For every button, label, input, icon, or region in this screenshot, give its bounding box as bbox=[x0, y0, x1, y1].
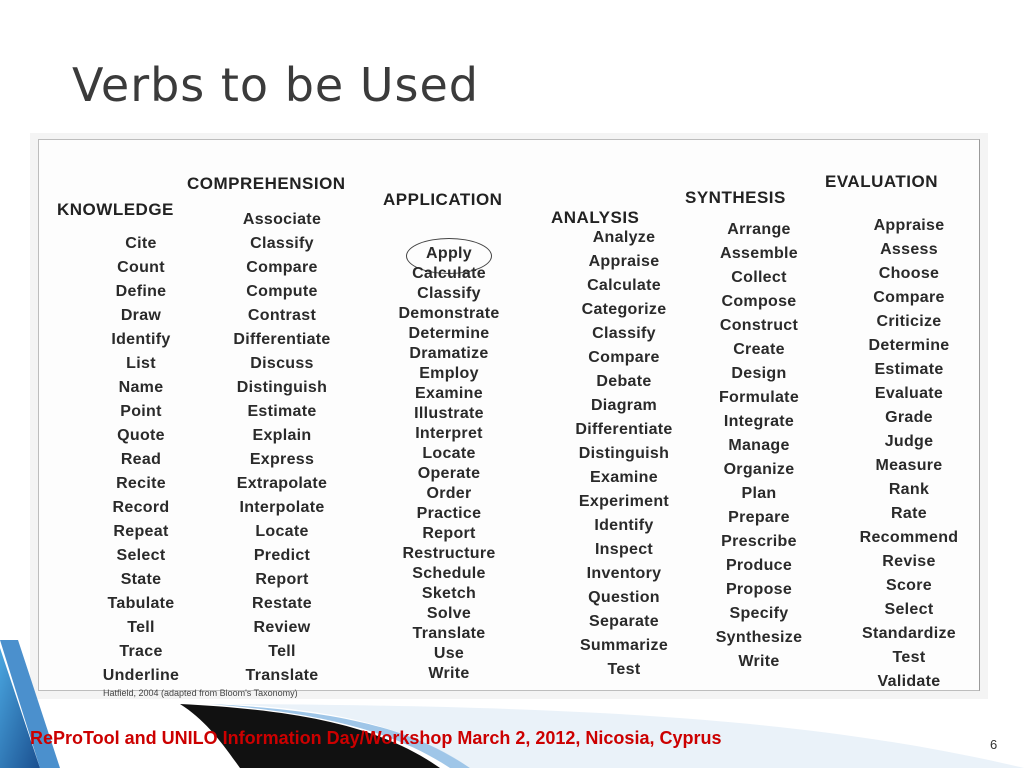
verb: Locate bbox=[422, 445, 476, 462]
verb: Draw bbox=[120, 307, 162, 324]
verb: Review bbox=[253, 619, 311, 636]
verb: Criticize bbox=[876, 313, 942, 330]
verb: Report bbox=[422, 525, 476, 542]
verb: Count bbox=[117, 259, 165, 276]
verb: Test bbox=[892, 649, 926, 666]
verb: Underline bbox=[102, 667, 180, 684]
verb: Extrapolate bbox=[236, 475, 328, 492]
verb: Debate bbox=[596, 373, 652, 390]
verb: Determine bbox=[868, 337, 950, 354]
verb: Diagram bbox=[590, 397, 658, 414]
verb: Distinguish bbox=[236, 379, 328, 396]
verb: Differentiate bbox=[233, 331, 331, 348]
verb: Assess bbox=[880, 241, 938, 258]
verb: Cite bbox=[125, 235, 157, 252]
verb: Associate bbox=[242, 211, 322, 228]
verb: Separate bbox=[589, 613, 659, 630]
verb: Demonstrate bbox=[398, 305, 500, 322]
heading-evaluation: EVALUATION bbox=[825, 172, 938, 191]
verb: Estimate bbox=[874, 361, 944, 378]
verb: Classify bbox=[592, 325, 656, 342]
verb: Dramatize bbox=[409, 345, 489, 362]
verb: Question bbox=[588, 589, 660, 606]
verb: Assemble bbox=[720, 245, 798, 262]
heading-application: APPLICATION bbox=[383, 190, 503, 209]
page-number: 6 bbox=[990, 737, 998, 752]
verb: Construct bbox=[719, 317, 799, 334]
verb: Estimate bbox=[247, 403, 317, 420]
verb: Practice bbox=[416, 505, 482, 522]
verb: Define bbox=[115, 283, 167, 300]
verb: Explain bbox=[252, 427, 312, 444]
verb: Name bbox=[118, 379, 164, 396]
verb: Experiment bbox=[578, 493, 670, 510]
verb: Trace bbox=[119, 643, 163, 660]
heading-analysis: ANALYSIS bbox=[551, 208, 640, 227]
list-application bbox=[379, 244, 519, 684]
verb: Operate bbox=[417, 465, 481, 482]
verb: Classify bbox=[417, 285, 481, 302]
verb: Differentiate bbox=[575, 421, 673, 438]
verb: Appraise bbox=[588, 253, 660, 270]
verb: Determine bbox=[408, 325, 490, 342]
verb: Translate bbox=[412, 625, 486, 642]
verb: Restructure bbox=[402, 545, 496, 562]
verb: Synthesize bbox=[715, 629, 803, 646]
verb: Compute bbox=[246, 283, 318, 300]
verb: Collect bbox=[731, 269, 787, 286]
verb: Apply bbox=[426, 245, 472, 262]
verb: Tell bbox=[268, 643, 296, 660]
verb: Categorize bbox=[581, 301, 667, 318]
verb: Recommend bbox=[859, 529, 959, 546]
verb: State bbox=[120, 571, 162, 588]
verb: Inspect bbox=[594, 541, 654, 558]
verb: Summarize bbox=[579, 637, 669, 654]
verb: Quote bbox=[117, 427, 165, 444]
verb: Contrast bbox=[247, 307, 317, 324]
verb: Tell bbox=[127, 619, 155, 636]
verb: Score bbox=[886, 577, 932, 594]
verb: Choose bbox=[878, 265, 940, 282]
verb: Employ bbox=[419, 365, 479, 382]
verb: Examine bbox=[590, 469, 658, 486]
verb: Discuss bbox=[250, 355, 314, 372]
verb: Prepare bbox=[728, 509, 790, 526]
list-synthesis bbox=[694, 218, 824, 674]
list-evaluation bbox=[839, 214, 979, 694]
verb: Write bbox=[428, 665, 470, 682]
verb: Evaluate bbox=[874, 385, 944, 402]
heading-synthesis: SYNTHESIS bbox=[685, 188, 786, 207]
verb: Rate bbox=[891, 505, 927, 522]
verb: Analyze bbox=[592, 229, 656, 246]
verb: Appraise bbox=[873, 217, 945, 234]
verb: Distinguish bbox=[578, 445, 670, 462]
verb-table-image bbox=[30, 133, 988, 699]
verb: Specify bbox=[729, 605, 789, 622]
verb: Sketch bbox=[421, 585, 477, 602]
verb: Order bbox=[426, 485, 472, 502]
verb: Recite bbox=[116, 475, 166, 492]
verb: Interpret bbox=[415, 425, 483, 442]
verb: Prescribe bbox=[721, 533, 797, 550]
verb: Report bbox=[255, 571, 309, 588]
verb: Plan bbox=[741, 485, 777, 502]
verb: Select bbox=[116, 547, 166, 564]
verb: Interpolate bbox=[239, 499, 325, 516]
heading-comprehension: COMPREHENSION bbox=[187, 174, 346, 193]
verb: Arrange bbox=[727, 221, 791, 238]
verb: Predict bbox=[253, 547, 311, 564]
verb: Inventory bbox=[586, 565, 662, 582]
verb: Read bbox=[120, 451, 162, 468]
verb: Judge bbox=[884, 433, 934, 450]
verb-table-frame bbox=[38, 139, 980, 698]
verb: Compare bbox=[246, 259, 318, 276]
verb: Identify bbox=[594, 517, 654, 534]
verb: Design bbox=[731, 365, 787, 382]
verb: Propose bbox=[725, 581, 793, 598]
footer-text: ReProTool and UNILO Information Day/Workshop March 2, 2012, Nicosia, Cyprus bbox=[30, 728, 722, 748]
list-comprehension bbox=[217, 208, 347, 688]
verb: Compare bbox=[873, 289, 945, 306]
verb: Solve bbox=[426, 605, 472, 622]
verb: Create bbox=[733, 341, 785, 358]
verb: Calculate bbox=[412, 265, 486, 282]
verb: Classify bbox=[250, 235, 314, 252]
verb: Test bbox=[607, 661, 641, 678]
verb: Grade bbox=[885, 409, 933, 426]
verb: Identify bbox=[111, 331, 171, 348]
verb: Translate bbox=[245, 667, 319, 684]
verb: Calculate bbox=[587, 277, 661, 294]
verb: Point bbox=[120, 403, 162, 420]
verb: Validate bbox=[877, 673, 941, 690]
verb: Examine bbox=[415, 385, 483, 402]
verb: List bbox=[126, 355, 156, 372]
verb: Compare bbox=[588, 349, 660, 366]
verb: Integrate bbox=[723, 413, 795, 430]
list-knowledge bbox=[91, 232, 191, 688]
source-credit: Hatfield, 2004 (adapted from Bloom's Taxonomy) bbox=[103, 688, 298, 698]
verb: Formulate bbox=[718, 389, 800, 406]
heading-knowledge: KNOWLEDGE bbox=[57, 200, 174, 219]
verb: Rank bbox=[888, 481, 930, 498]
slide-title: Verbs to be Used bbox=[72, 58, 479, 112]
verb: Measure bbox=[875, 457, 943, 474]
verb: Produce bbox=[725, 557, 793, 574]
verb: Write bbox=[738, 653, 780, 670]
verb: Illustrate bbox=[414, 405, 484, 422]
verb: Repeat bbox=[113, 523, 169, 540]
verb: Use bbox=[433, 645, 465, 662]
verb: Organize bbox=[723, 461, 795, 478]
verb: Record bbox=[112, 499, 170, 516]
verb: Tabulate bbox=[107, 595, 175, 612]
verb: Schedule bbox=[412, 565, 486, 582]
verb: Restate bbox=[252, 595, 312, 612]
verb: Express bbox=[249, 451, 315, 468]
verb: Revise bbox=[882, 553, 936, 570]
list-analysis bbox=[554, 226, 694, 682]
verb: Manage bbox=[728, 437, 790, 454]
verb: Compose bbox=[721, 293, 797, 310]
verb: Standardize bbox=[862, 625, 956, 642]
verb: Select bbox=[884, 601, 934, 618]
verb: Locate bbox=[255, 523, 309, 540]
